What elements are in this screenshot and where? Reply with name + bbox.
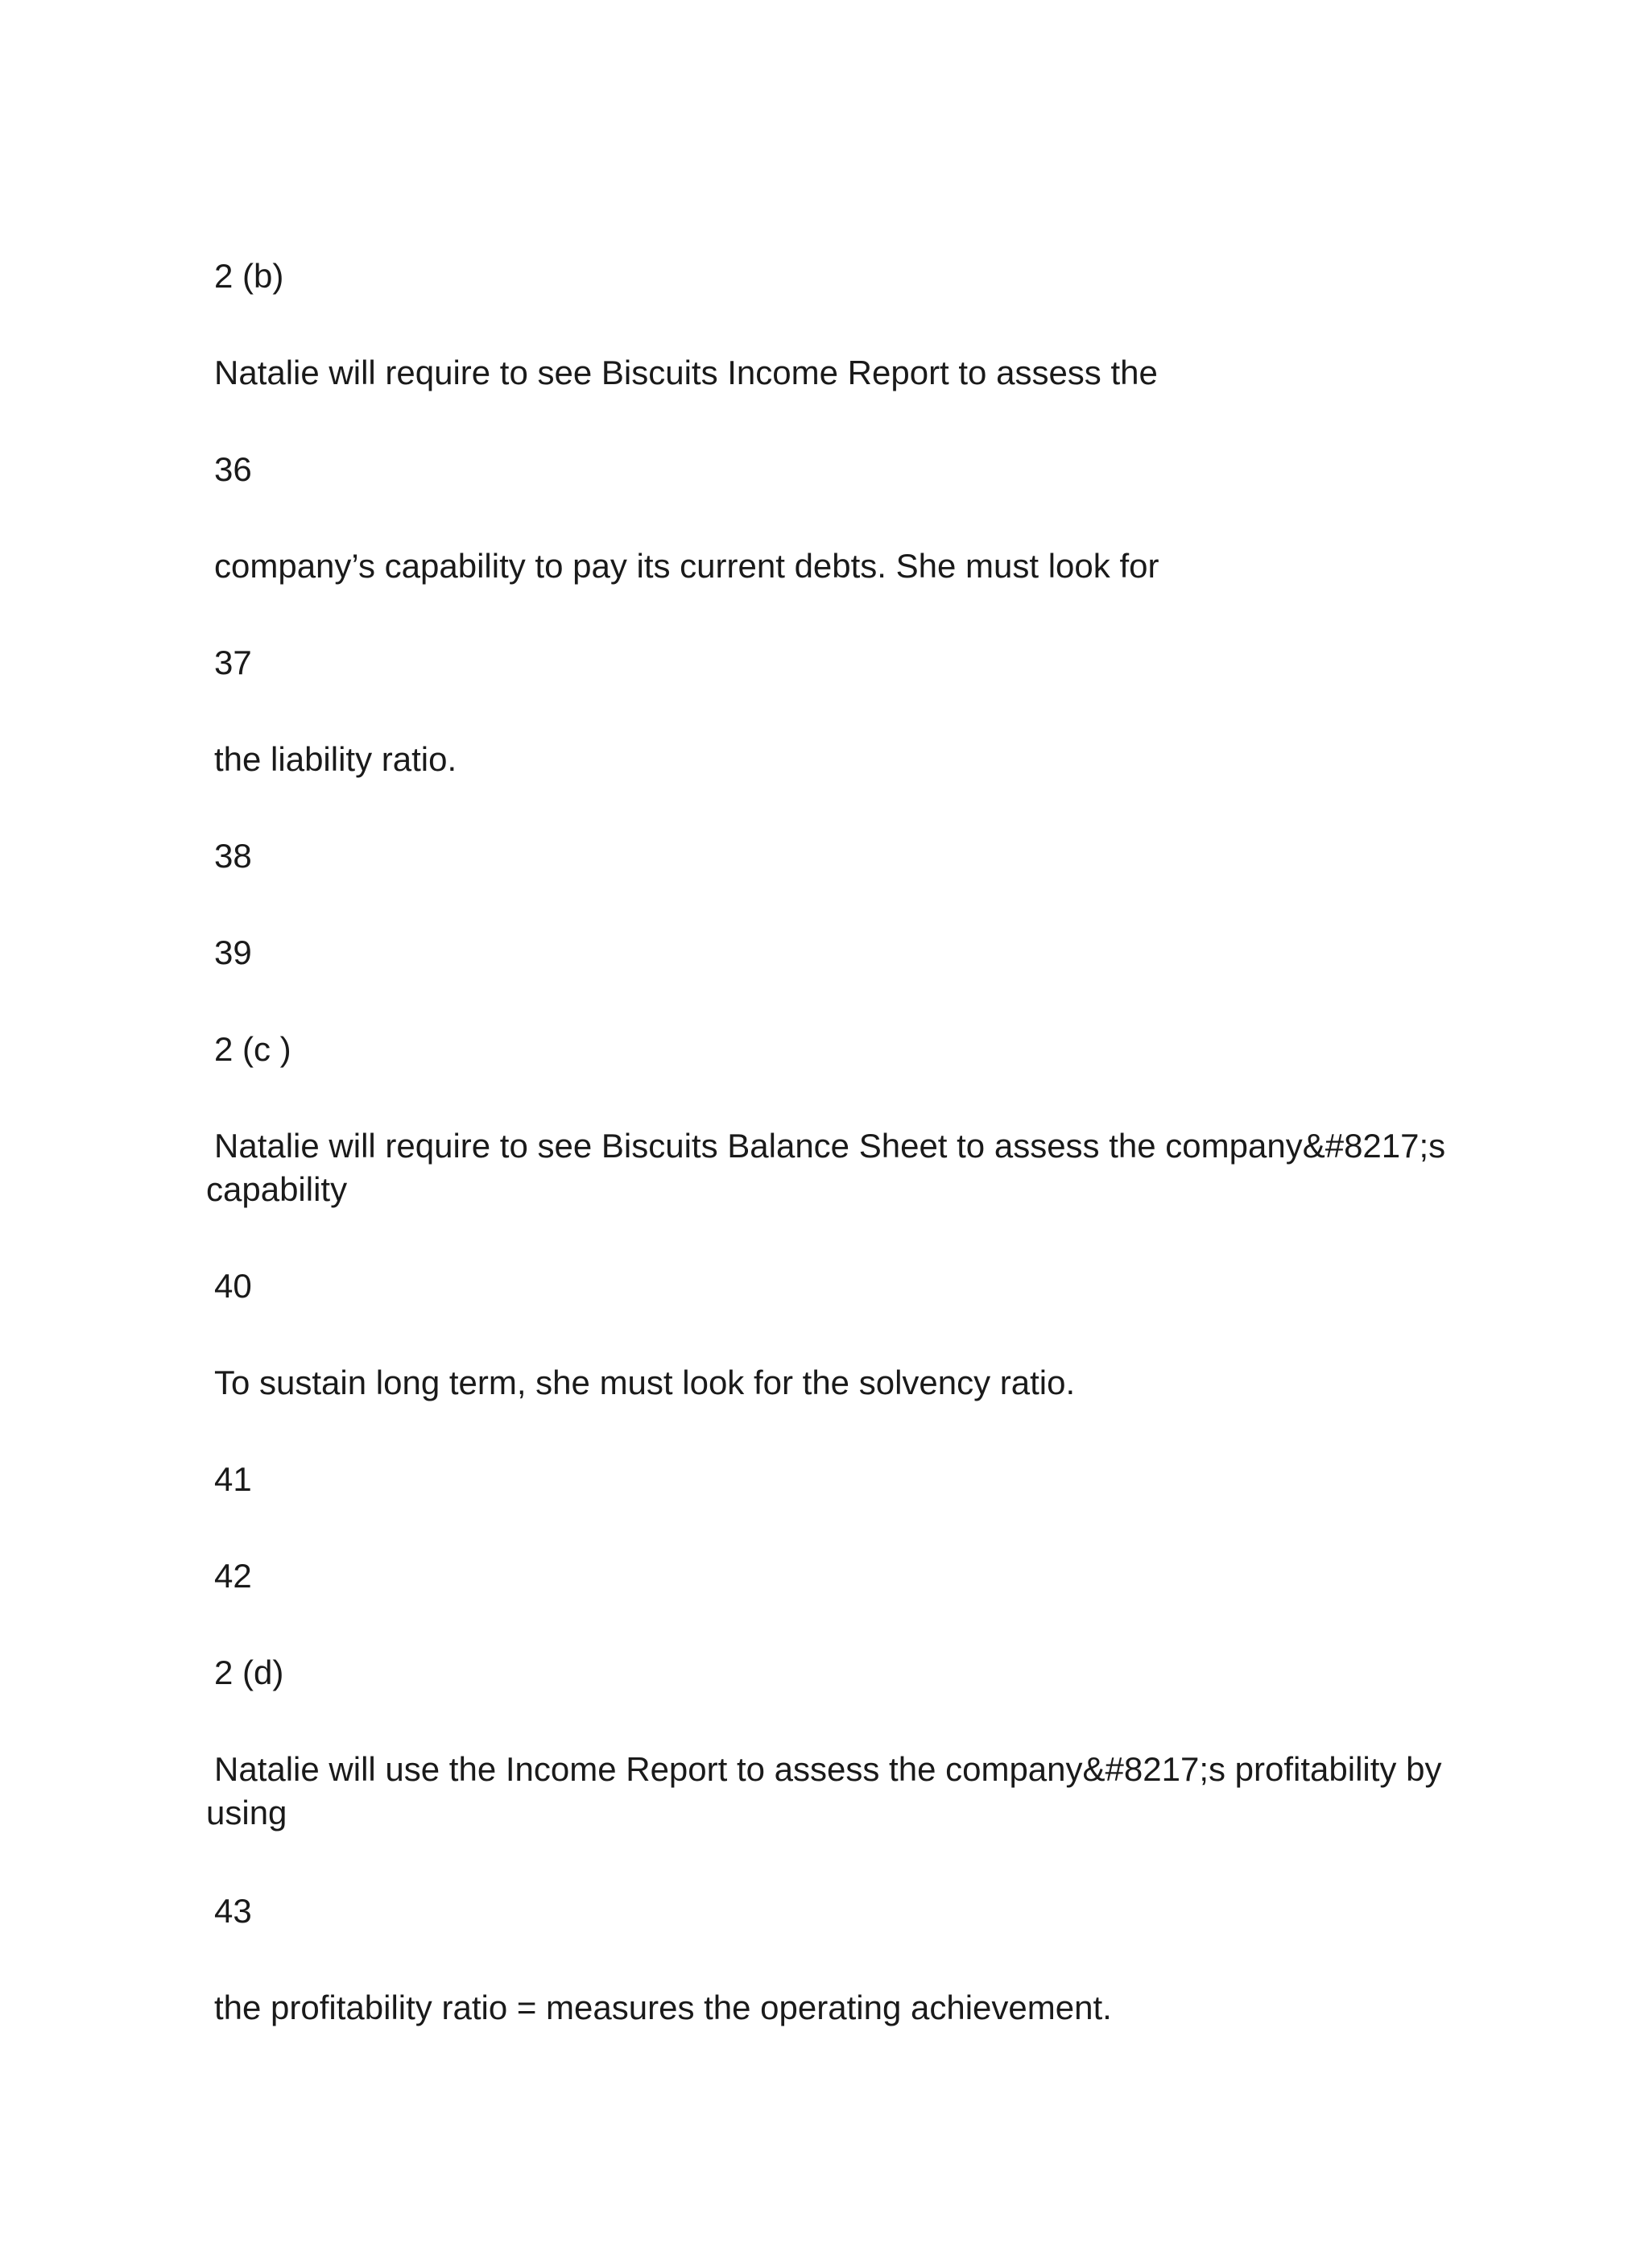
line-number: 37 <box>214 644 252 681</box>
section-heading-2d: 2 (d) <box>214 1653 284 1691</box>
line-number: 38 <box>214 837 252 875</box>
line-number: 39 <box>214 933 252 971</box>
line-number: 36 <box>214 450 252 488</box>
text-line: company’s capability to pay its current debts. She must look for <box>214 547 1159 585</box>
text-line: the profitability ratio = measures the operating achievement. <box>214 1989 1112 2026</box>
text-line: To sustain long term, she must look for the solvency ratio. <box>214 1364 1076 1401</box>
text-paragraph: Natalie will use the Income Report to assess the company&#8217;s profitability by using <box>206 1750 1442 1831</box>
section-heading-2c: 2 (c ) <box>214 1030 291 1068</box>
line-number: 41 <box>214 1460 252 1498</box>
line-number: 43 <box>214 1892 252 1930</box>
section-heading-2b: 2 (b) <box>214 257 284 295</box>
text-line: the liability ratio. <box>214 740 457 778</box>
text-line: Natalie will require to see Biscuits Income Report to assess the <box>214 354 1158 391</box>
line-number: 42 <box>214 1557 252 1595</box>
line-number: 40 <box>214 1267 252 1305</box>
text-paragraph: Natalie will require to see Biscuits Balance Sheet to assess the company&#8217;s capability <box>206 1127 1446 1208</box>
